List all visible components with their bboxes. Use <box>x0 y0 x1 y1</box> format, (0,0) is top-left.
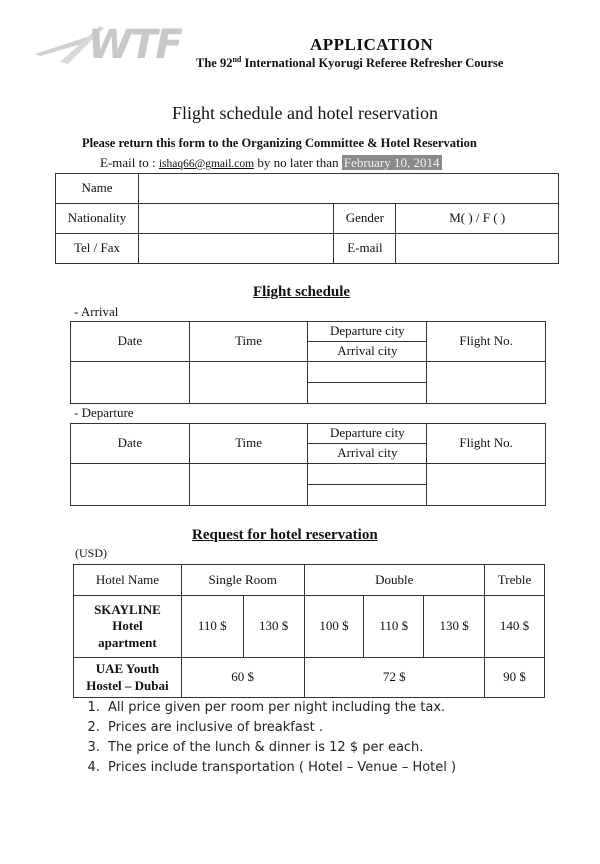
email-label: E-mail to : <box>100 155 156 170</box>
arrival-arrival-city-header: Arrival city <box>308 342 427 362</box>
departure-flight-no-header: Flight No. <box>427 424 546 464</box>
arrival-departure-city-field[interactable] <box>308 362 427 383</box>
skayline-single-price-2: 130 $ <box>243 596 304 658</box>
departure-date-field[interactable] <box>71 464 190 506</box>
treble-header: Treble <box>485 565 545 596</box>
note-item: 2. Prices are inclusive of breakfast . <box>104 718 456 738</box>
skayline-treble-price: 140 $ <box>485 596 545 658</box>
arrival-departure-city-header: Departure city <box>308 322 427 342</box>
return-instruction: Please return this form to the Organizing Committee & Hotel Reservation <box>82 136 477 150</box>
gender-label: Gender <box>334 204 396 234</box>
wtf-logo <box>30 16 200 76</box>
deadline-prefix: by no later than <box>257 155 339 170</box>
skayline-single-price-1: 110 $ <box>181 596 243 658</box>
personal-info-table <box>55 173 559 264</box>
price-notes-list <box>82 698 456 778</box>
application-title: APPLICATION <box>310 35 434 54</box>
currency-label: (USD) <box>75 546 107 560</box>
departure-time-field[interactable] <box>189 464 308 506</box>
skayline-double-price-1: 100 $ <box>304 596 364 658</box>
hotel-name-header: Hotel Name <box>74 565 182 596</box>
departure-date-header: Date <box>71 424 190 464</box>
flight-schedule-heading: Flight schedule <box>253 284 351 300</box>
logo-text: WTF <box>88 22 181 68</box>
arrival-label: - Arrival <box>74 304 119 319</box>
departure-table <box>70 423 546 506</box>
nationality-field[interactable] <box>138 204 333 234</box>
departure-time-header: Time <box>189 424 308 464</box>
email-label-cell: E-mail <box>334 234 396 264</box>
name-field[interactable] <box>138 174 558 204</box>
email-instruction <box>100 155 442 171</box>
form-title: Flight schedule and hotel reservation <box>172 103 438 123</box>
deadline-date: February 10, 2014 <box>343 155 440 170</box>
hotel-name-skayline: SKAYLINE Hotel apartment <box>74 596 182 658</box>
departure-departure-city-header: Departure city <box>308 424 427 444</box>
arrival-date-field[interactable] <box>71 362 190 404</box>
departure-flight-no-field[interactable] <box>427 464 546 506</box>
nationality-label: Nationality <box>56 204 139 234</box>
arrival-arrival-city-field[interactable] <box>308 383 427 404</box>
name-label: Name <box>56 174 139 204</box>
departure-arrival-city-field[interactable] <box>308 485 427 506</box>
arrival-time-header: Time <box>189 322 308 362</box>
departure-departure-city-field[interactable] <box>308 464 427 485</box>
arrival-date-header: Date <box>71 322 190 362</box>
skayline-double-price-3: 130 $ <box>424 596 485 658</box>
uae-single-price: 60 $ <box>181 658 304 698</box>
hotel-reservation-heading: Request for hotel reservation <box>192 527 378 543</box>
note-item: 4. Prices include transportation ( Hotel – Venue – Hotel ) <box>104 758 456 778</box>
note-item: 3. The price of the lunch & dinner is 12 $ per each. <box>104 738 456 758</box>
arrival-flight-no-header: Flight No. <box>427 322 546 362</box>
departure-arrival-city-header: Arrival city <box>308 444 427 464</box>
double-header: Double <box>304 565 485 596</box>
skayline-double-price-2: 110 $ <box>364 596 424 658</box>
note-item: 1. All price given per room per night including the tax. <box>104 698 456 718</box>
gender-field[interactable]: M( ) / F ( ) <box>396 204 559 234</box>
single-room-header: Single Room <box>181 565 304 596</box>
email-address-link[interactable]: ishaq66@gmail.com <box>158 158 255 170</box>
uae-double-price: 72 $ <box>304 658 485 698</box>
course-subtitle: The 92nd International Kyorugi Referee Refresher Course <box>196 55 504 71</box>
tel-fax-field[interactable] <box>138 234 333 264</box>
hotel-name-uae-youth: UAE Youth Hostel – Dubai <box>74 658 182 698</box>
uae-treble-price: 90 $ <box>485 658 545 698</box>
arrival-time-field[interactable] <box>189 362 308 404</box>
arrival-table <box>70 321 546 404</box>
hotel-price-table <box>73 564 545 698</box>
tel-fax-label: Tel / Fax <box>56 234 139 264</box>
arrival-flight-no-field[interactable] <box>427 362 546 404</box>
email-field[interactable] <box>396 234 559 264</box>
departure-label: - Departure <box>74 405 134 420</box>
